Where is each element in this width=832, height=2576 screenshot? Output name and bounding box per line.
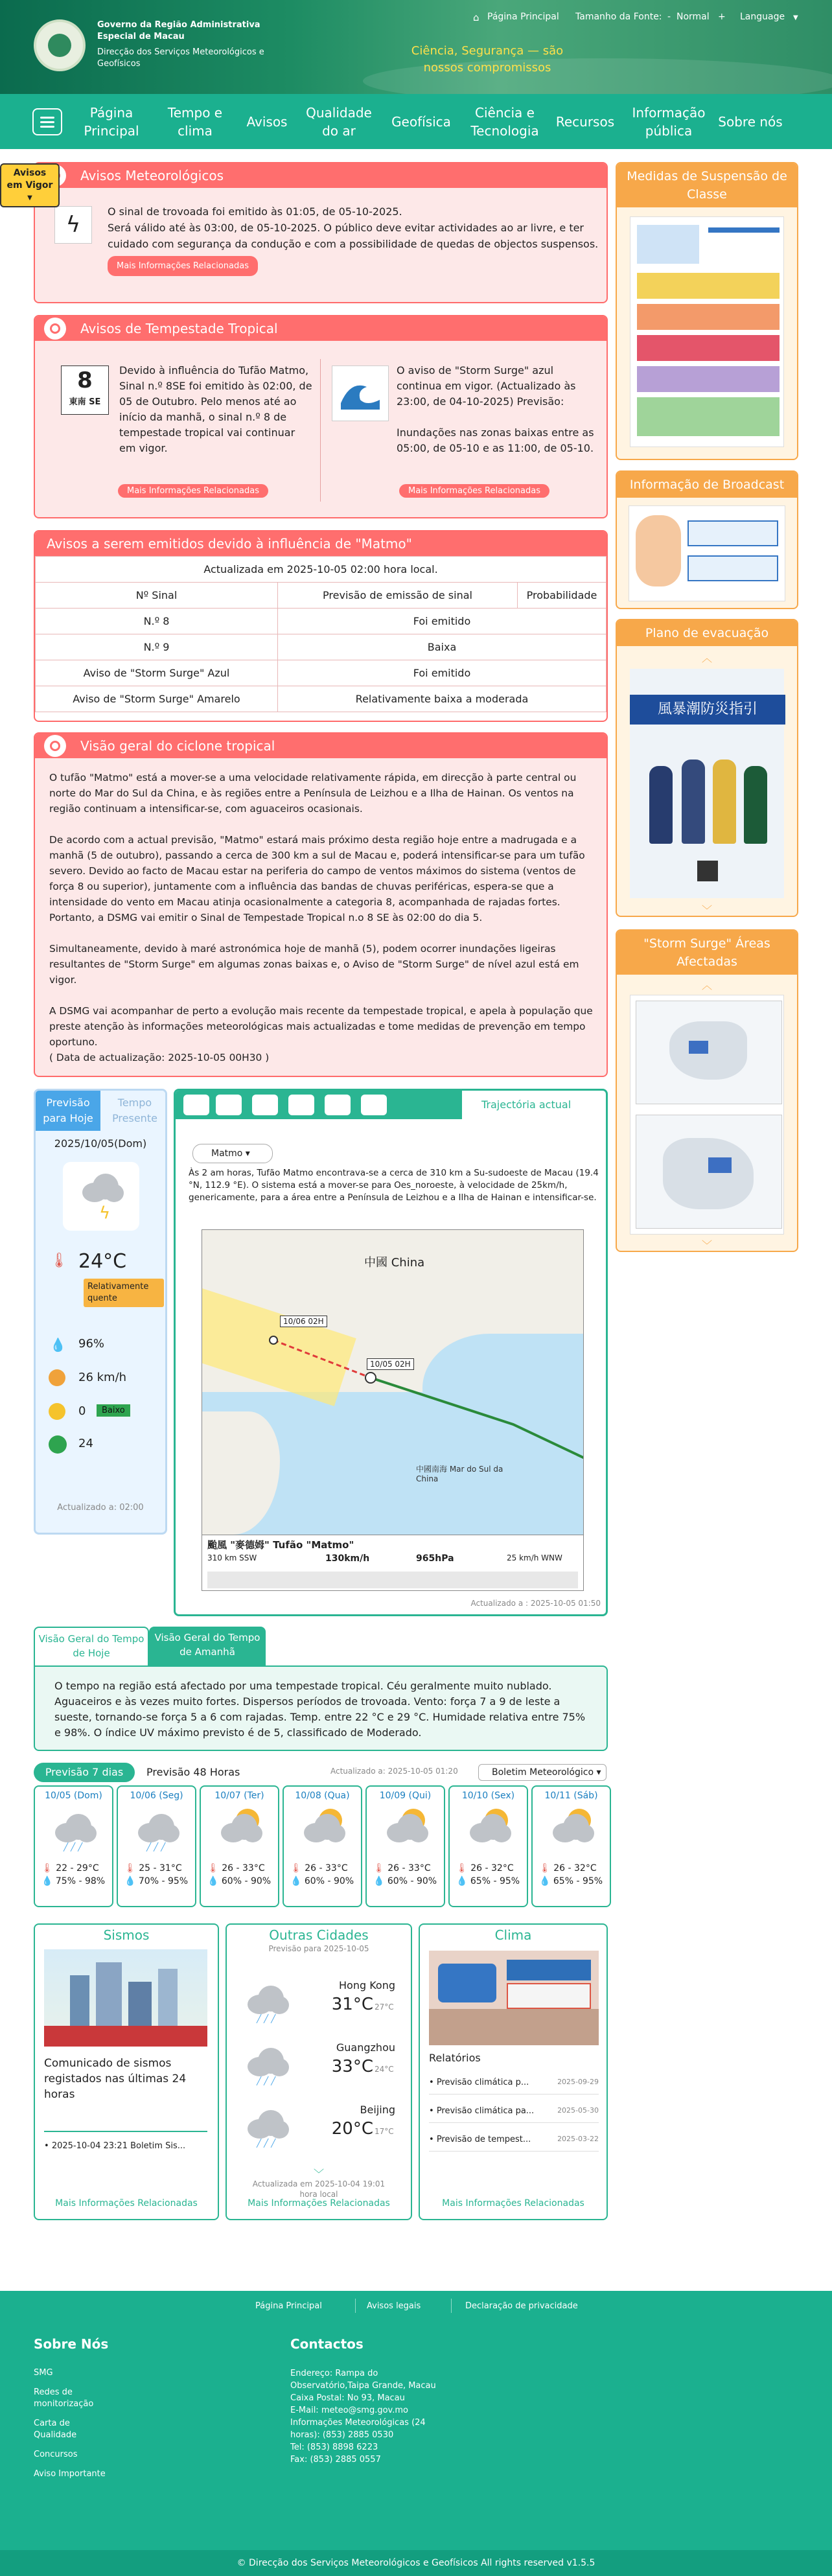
thermometer-icon: 🌡 (41, 1863, 53, 1874)
tab-icon[interactable] (183, 1095, 209, 1115)
nav-item[interactable]: Recursos (555, 113, 615, 130)
class-suspension-card[interactable] (616, 162, 798, 460)
table-cell: N.º 8 (36, 609, 278, 634)
humidity-icon: 💧 (50, 1337, 66, 1352)
more-info-button[interactable]: Mais Informações Relacionadas (108, 256, 258, 276)
forecast-day-date: 10/11 (Sáb) (544, 1791, 598, 1801)
rain-icon: ╱ ╱ ╱ (244, 2048, 289, 2085)
today-uv: 0 (78, 1404, 86, 1418)
climate-report-item[interactable]: • Previsão climática p... 2025-09-29 (429, 2078, 599, 2094)
chevron-down-icon: ▼ (793, 14, 798, 21)
storm-surge-areas-card[interactable] (616, 929, 798, 1252)
forecast-day-date: 10/10 (Sex) (461, 1791, 515, 1801)
city-high: 20°C (331, 2119, 373, 2139)
more-info-link[interactable]: Mais Informações Relacionadas (442, 2198, 584, 2209)
footer-link[interactable]: Avisos legais (367, 2301, 421, 2311)
warning-icon (44, 735, 66, 757)
aqi-icon (49, 1435, 67, 1454)
forecast-day-card[interactable] (365, 1785, 445, 1907)
cities-title: Outras Cidades (269, 1927, 369, 1943)
map-distance: 310 km SSW (207, 1553, 257, 1562)
chevron-down-icon[interactable]: ﹀ (701, 904, 712, 916)
site-footer (0, 2291, 832, 2576)
footer-link[interactable]: Página Principal (255, 2301, 322, 2311)
contact-line[interactable]: E-Mail: meteo@smg.gov.mo (290, 2406, 408, 2415)
broadcast-title: Informação de Broadcast (617, 472, 797, 498)
font-size-label: Tamanho da Fonte: (575, 12, 662, 22)
typhoon-track-map[interactable] (202, 1229, 584, 1591)
earthquake-image[interactable] (44, 1949, 207, 2047)
map-sea-label: 中國南海 Mar do Sul da China (416, 1465, 503, 1483)
contact-title: Contactos (290, 2336, 364, 2352)
city-row (227, 2039, 411, 2097)
wind-icon (49, 1369, 65, 1386)
table-header: Previsão de emissão de sinal (278, 583, 518, 609)
issue-forecast-title: Avisos a serem emitidos devido à influência de "Matmo" (35, 531, 607, 556)
climate-image[interactable] (429, 1951, 599, 2045)
chevron-up-icon[interactable]: ︿ (701, 652, 712, 664)
slogan: Ciência, Segurança — são nossos compromissos (411, 44, 564, 75)
climate-report-date: 2025-03-22 (557, 2135, 599, 2143)
site-header (0, 0, 832, 94)
contact-line: Tel: (853) 8898 6223 (290, 2443, 378, 2452)
chevron-up-icon[interactable]: ︿ (701, 979, 712, 992)
overview-paragraph: A DSMG vai acompanhar de perto a evolução mais recente da tempestade tropical, e apela à população que preste atenção às informações meteorológicas mais actualizadas e tome medidas de prevenção em tempo oportuno. (49, 1005, 593, 1048)
forecast-day-humidity: 65% - 95% (470, 1876, 520, 1886)
forecast-day-date: 10/05 (Dom) (45, 1791, 102, 1801)
table-header: Nº Sinal (36, 583, 278, 609)
tc-overview-card (34, 732, 608, 1077)
thermometer-icon: 🌡 (50, 1253, 68, 1269)
climate-report-item[interactable]: • Previsão de tempest... 2025-03-22 (429, 2135, 599, 2152)
class-suspension-image[interactable] (630, 216, 784, 447)
nav-item[interactable]: Geofísica (391, 113, 451, 130)
tc-warnings-title: Avisos de Tempestade Tropical (35, 316, 607, 341)
forecast-day-card[interactable] (34, 1785, 113, 1907)
smg-logo[interactable] (34, 19, 86, 71)
rain-icon: ╱ ╱ ╱ (244, 1986, 289, 2023)
forecast-day-card[interactable] (448, 1785, 528, 1907)
contact-line: Caixa Postal: No 93, Macau (290, 2393, 405, 2403)
earthquake-headline[interactable]: Comunicado de sismos registados nas últimas 24 horas (44, 2057, 187, 2101)
tab-7day-forecast[interactable]: Previsão 7 dias (34, 1763, 135, 1782)
map-info-panel (202, 1535, 584, 1591)
map-movement: 25 km/h WNW (507, 1553, 562, 1562)
forecast-day-temp: 26 - 33°C (305, 1863, 348, 1874)
thermometer-icon: 🌡 (124, 1863, 136, 1874)
issue-forecast-card (34, 530, 608, 722)
tab-48h-forecast[interactable]: Previsão 48 Horas (146, 1766, 240, 1778)
typhoon-select[interactable]: Matmo ▾ (192, 1144, 273, 1163)
table-header: Probabilidade (518, 583, 607, 609)
rain-icon: ╱ ╱ ╱ (244, 2110, 289, 2148)
storm-surge-areas-title: "Storm Surge" Áreas Afectadas (617, 931, 797, 975)
footer-link[interactable]: Redes de monitorização (34, 2387, 94, 2409)
menu-button[interactable] (32, 108, 62, 135)
forecast-day-humidity: 60% - 90% (387, 1876, 437, 1886)
thermometer-icon: 🌡 (539, 1863, 551, 1874)
map-label-forecast: 10/06 02H (280, 1316, 327, 1327)
nav-item[interactable]: Ciência e Tecnologia (470, 104, 539, 139)
thermometer-icon: 🌡 (207, 1863, 219, 1874)
issue-forecast-updated: Actualizada em 2025-10-05 02:00 hora local. (36, 557, 607, 583)
rain-icon: ╱ ╱ ╱ (118, 1806, 195, 1851)
humidity-icon: 💧 (290, 1876, 302, 1886)
today-updated: Actualizado a: 02:00 (57, 1503, 144, 1513)
humidity-icon: 💧 (456, 1876, 468, 1886)
active-warnings-tab[interactable] (0, 163, 60, 207)
forecast-day-humidity: 65% - 95% (553, 1876, 603, 1886)
tc-warnings-card (34, 315, 608, 518)
tab-today-overview[interactable]: Visão Geral do Tempo de Hoje (34, 1627, 149, 1665)
nav-item[interactable]: Tempo e clima (167, 104, 223, 139)
city-low: 27°C (375, 2002, 394, 2012)
thermometer-icon: 🌡 (373, 1863, 385, 1874)
city-high: 33°C (331, 2057, 373, 2076)
home-link[interactable]: Página Principal (487, 12, 559, 22)
rain-icon: ╱ ╱ ╱ (35, 1806, 112, 1851)
other-cities-card (225, 1923, 412, 2220)
chevron-down-icon[interactable]: ﹀ (313, 2168, 324, 2180)
footer-link[interactable]: SMG (34, 2368, 53, 2378)
table-cell: Foi emitido (278, 660, 607, 686)
map-wind: 130km/h (325, 1553, 370, 1564)
nav-item[interactable]: Informação pública (632, 104, 706, 139)
humidity-icon: 💧 (207, 1876, 219, 1886)
forecast-updated: Actualizado a: 2025-10-05 01:20 (330, 1767, 458, 1776)
font-decrease[interactable]: - (667, 12, 671, 22)
contact-line: Informações Meteorológicas (24 horas): (853) 2885 0530 (290, 2418, 426, 2440)
table-cell: N.º 9 (36, 634, 278, 660)
meteo-warnings-title: Avisos Meteorológicos (35, 163, 607, 188)
meteo-warnings-card (34, 162, 608, 303)
footer-link[interactable]: Concursos (34, 2450, 78, 2459)
font-increase[interactable]: + (718, 12, 726, 22)
forecast-day-temp: 26 - 33°C (222, 1863, 265, 1874)
warning-line: O sinal de trovoada foi emitido às 01:05, de 05-10-2025. (108, 205, 402, 218)
tc-signal-text: Devido à influência do Tufão Matmo, Sinal n.º 8SE foi emitido às 02:00, de 05 de Outubro. Pelo menos até ao início da manhã, o sinal n.º 8 de tempestade tropical vai continuar em vigor. (119, 364, 312, 454)
font-normal[interactable]: Normal (676, 12, 710, 22)
forecast-day-temp: 25 - 31°C (139, 1863, 182, 1874)
language-select[interactable]: Language (740, 12, 785, 22)
city-low: 24°C (375, 2065, 394, 2074)
warning-icon (44, 318, 66, 340)
class-suspension-title: Medidas de Suspensão de Classe (617, 163, 797, 207)
more-info-button[interactable]: Mais Informações Relacionadas (118, 484, 268, 498)
track-lines (202, 1230, 584, 1541)
forecast-day-card[interactable] (283, 1785, 362, 1907)
forecast-day-date: 10/06 (Seg) (130, 1791, 183, 1801)
nav-item[interactable]: Sobre nós (718, 113, 783, 130)
forecast-day-humidity: 70% - 95% (138, 1876, 189, 1886)
today-aqi: 24 (78, 1437, 93, 1450)
climate-report-title: Previsão climática pa... (436, 2106, 535, 2116)
climate-report-title: Previsão de tempest... (436, 2135, 531, 2144)
more-info-link[interactable]: Mais Informações Relacionadas (55, 2198, 198, 2209)
dept-name: Direcção dos Serviços Meteorológicos e Geofísicos (97, 47, 264, 69)
sun-cloud-icon (533, 1806, 610, 1851)
footer-link[interactable]: Carta de Qualidade (34, 2419, 77, 2440)
forecast-day-temp: 26 - 32°C (470, 1863, 514, 1874)
cities-updated: Actualizada em 2025-10-04 19:01 hora local (252, 2179, 386, 2199)
forecast-day-temp: 26 - 33°C (387, 1863, 431, 1874)
forecast-day-date: 10/09 (Qui) (379, 1791, 432, 1801)
thermometer-icon: 🌡 (290, 1863, 302, 1874)
active-warnings-label: Avisos em Vigor (6, 168, 53, 191)
typhoon-description: Às 2 am horas, Tufão Matmo encontrava-se a cerca de 310 km a Su-sudoeste de Macau (19.4 °N, 112.9 °E). O sistema está a mover-se para Oes_noroeste, à velocidade de 25km/h, genericamente, para a área entre a Península de Leizhou e a Ilha de Hainan e intensificar-se. (189, 1168, 599, 1203)
footer-link[interactable]: Declaração de privacidade (465, 2301, 578, 2311)
overview-updated: ( Data de actualização: 2025-10-05 00H30 ) (49, 1052, 270, 1063)
city-high: 31°C (331, 1995, 373, 2014)
earthquake-title: Sismos (103, 1927, 150, 1943)
tab-icon[interactable] (325, 1095, 351, 1115)
divider (320, 359, 321, 502)
forecast-day-humidity: 60% - 90% (304, 1876, 354, 1886)
evacuation-banner: 風暴潮防災指引 (630, 695, 785, 725)
climate-report-title: Previsão climática p... (436, 2078, 529, 2087)
today-temp: 24°C (78, 1250, 127, 1273)
weather-overview-text: O tempo na região está afectado por uma tempestade tropical. Céu geralmente muito nublado. Aguaceiros e às vezes muito fortes. Dispersos períodos de trovoada. Vento: força 7 a 9 de leste a sueste, tornando-se força 5 a 6 com rajadas. Temp. entre 22 °C e 29 °C. Humidade relativa entre 75% e 98%. O índice UV máximo previsto é de 5, classificado de Moderado. (34, 1665, 608, 1751)
tab-icon[interactable] (288, 1095, 314, 1115)
overview-paragraph: Simultaneamente, devido à maré astronómica hoje de manhã (5), podem ocorrer inundações ligeiras resultantes de "Storm Surge" em algumas zonas baixas e, o Aviso de "Storm Surge" de nível azul está em vigor. (49, 943, 579, 986)
city-row (227, 2101, 411, 2159)
today-forecast-card (34, 1089, 167, 1535)
sun-cloud-icon (367, 1806, 444, 1851)
more-info-button[interactable]: Mais Informações Relacionadas (399, 484, 549, 498)
humidity-icon: 💧 (539, 1876, 551, 1886)
signal-8se-icon: 8 東南 SE (61, 366, 109, 415)
home-icon[interactable]: ⌂ (473, 12, 480, 23)
evacuation-card[interactable] (616, 619, 798, 917)
today-wind: 26 km/h (78, 1371, 127, 1384)
forecast-day-card[interactable] (531, 1785, 611, 1907)
map-storm-name: 颱風 "麥德姆" Tufão "Matmo" (207, 1539, 354, 1551)
nav-item[interactable]: Página Principal (84, 104, 139, 139)
forecast-day-card[interactable] (200, 1785, 279, 1907)
storm-surge-icon (332, 366, 389, 421)
city-low: 17°C (375, 2127, 394, 2136)
city-row (227, 1977, 411, 2035)
climate-report-item[interactable]: • Previsão climática pa... 2025-05-30 (429, 2106, 599, 2123)
issue-forecast-table (35, 556, 607, 712)
contact-line: Fax: (853) 2885 0557 (290, 2455, 381, 2465)
map-pressure: 965hPa (416, 1553, 454, 1564)
table-cell: Aviso de "Storm Surge" Azul (36, 660, 278, 686)
earthquake-item[interactable]: • 2025-10-04 23:21 Boletim Sis... (44, 2141, 186, 2151)
table-cell: Foi emitido (278, 609, 607, 634)
humidity-icon: 💧 (124, 1876, 136, 1886)
feels-badge: Relativamente quente (84, 1279, 164, 1307)
city-name: Hong Kong (339, 1979, 395, 1991)
tab-present-weather[interactable]: Tempo Presente (100, 1091, 167, 1131)
humidity-icon: 💧 (373, 1876, 385, 1886)
sun-cloud-icon (201, 1806, 278, 1851)
tab-icon[interactable] (252, 1095, 278, 1115)
gov-name: Governo da Região Administrativa Especial de Macau (97, 20, 260, 41)
forecast-day-date: 10/08 (Qua) (295, 1791, 350, 1801)
sun-cloud-icon (284, 1806, 361, 1851)
broadcast-card[interactable] (616, 470, 798, 609)
climate-report-date: 2025-09-29 (557, 2078, 599, 2086)
tab-tomorrow-overview[interactable]: Visão Geral do Tempo de Amanhã (149, 1627, 266, 1665)
climate-card (419, 1923, 608, 2220)
bulletin-select[interactable]: Boletim Meteorológico ▾ (478, 1764, 607, 1781)
tc-overview-title: Visão geral do ciclone tropical (35, 734, 607, 758)
footer-link[interactable]: Aviso Importante (34, 2469, 106, 2479)
climate-title: Clima (494, 1927, 532, 1943)
about-title: Sobre Nós (34, 2336, 109, 2352)
typhoon-track-card (174, 1089, 608, 1616)
tab-icon[interactable] (216, 1095, 242, 1115)
tab-today-forecast[interactable]: Previsão para Hoje (36, 1091, 100, 1131)
forecast-day-temp: 22 - 29°C (56, 1863, 99, 1874)
top-links (473, 10, 810, 26)
copyright: © Direcção dos Serviços Meteorológicos e Geofísicos All rights reserved v1.5.5 (0, 2550, 832, 2576)
typhoon-updated: Actualizado a : 2025-10-05 01:50 (470, 1599, 601, 1608)
map-label-current: 10/05 02H (367, 1358, 414, 1370)
today-humidity: 96% (78, 1337, 105, 1351)
storm-surge-map-image[interactable] (630, 995, 784, 1235)
storm-surge-forecast: Inundações nas zonas baixas entre as 05:00, de 05-10 e as 11:00, de 05-10. (397, 426, 594, 454)
table-cell: Aviso de "Storm Surge" Amarelo (36, 686, 278, 712)
warning-line: Será válido até às 03:00, de 05-10-2025. O público deve evitar actividades ao ar livre, e ter cuidado com segurança da condução e com a possibilidade de quedas de objectos suspensos. (108, 222, 599, 250)
today-date: 2025/10/05(Dom) (54, 1137, 147, 1150)
cities-subtitle: Previsão para 2025-10-05 (268, 1944, 369, 1953)
uv-icon (49, 1403, 65, 1420)
nav-item[interactable]: Avisos (246, 113, 288, 130)
earthquake-card (34, 1923, 219, 2220)
humidity-icon: 💧 (41, 1876, 53, 1886)
nav-item[interactable]: Qualidade do ar (306, 104, 372, 139)
evacuation-title: Plano de evacuação (617, 620, 797, 646)
climate-reports-label: Relatórios (429, 2052, 481, 2064)
forecast-day-humidity: 60% - 90% (221, 1876, 272, 1886)
city-name: Beijing (360, 2104, 395, 2116)
thunderstorm-icon: ϟ (63, 1162, 139, 1231)
city-name: Guangzhou (336, 2041, 395, 2054)
sun-cloud-icon (450, 1806, 527, 1851)
table-cell: Baixa (278, 634, 607, 660)
forecast-day-date: 10/07 (Ter) (214, 1791, 264, 1801)
uv-level-badge: Baixo (97, 1404, 130, 1417)
chevron-down-icon[interactable]: ﹀ (701, 1239, 712, 1251)
climate-report-date: 2025-05-30 (557, 2106, 599, 2115)
thunderstorm-signal-icon: ϟ (54, 206, 92, 244)
table-cell: Relativamente baixa a moderada (278, 686, 607, 712)
map-legend (207, 1572, 578, 1588)
more-info-link[interactable]: Mais Informações Relacionadas (248, 2198, 390, 2209)
overview-paragraph: De acordo com a actual previsão, "Matmo" estará mais próximo desta região hoje entre a madrugada e a manhã (5 de outubro), passando a cerca de 300 km a sul de Macau e, poderá intensificar-se para um tufão severo. Devido ao facto de Macau estar na periferia do campo de ventos máximos do sistema (ventos de força 8 ou superior), juntamente com a influência das bandas de chuvas periféricas, espera-se que a intensidade do vento em Macau atinja ocasionalmente a categoria 8, acompanhada de rajadas fortes. Portanto, a DSMG vai emitir o Sinal de Tempestade Tropical n.o 8 SE às 02:00 do dia 5. (49, 834, 585, 923)
forecast-day-card[interactable] (117, 1785, 196, 1907)
chevron-down-icon: ▼ (27, 194, 32, 202)
contact-line: Endereço: Rampa do Observatório,Taipa Grande, Macau (290, 2369, 436, 2391)
thermometer-icon: 🌡 (456, 1863, 468, 1874)
overview-paragraph: O tufão "Matmo" está a mover-se a uma velocidade relativamente rápida, em direcção à parte central ou norte do Mar do Sul da China, e às regiões entre a Península de Leizhou e a Ilha de Hainan. Os ventos na região continuam a intensificar-se, com aguaceiros ocasionais. (49, 772, 577, 815)
evacuation-image[interactable] (630, 669, 784, 898)
forecast-day-temp: 26 - 32°C (553, 1863, 597, 1874)
tab-icon[interactable] (361, 1095, 387, 1115)
main-nav (0, 94, 832, 149)
tab-current-track[interactable]: Trajectória actual (481, 1098, 572, 1111)
broadcast-image[interactable] (629, 505, 785, 601)
map-china-label: 中國 China (364, 1256, 425, 1270)
forecast-day-humidity: 75% - 98% (55, 1876, 106, 1886)
storm-surge-text: O aviso de "Storm Surge" azul continua em vigor. (Actualizado às 23:00, de 04-10-2025) Previsão: (397, 364, 576, 408)
